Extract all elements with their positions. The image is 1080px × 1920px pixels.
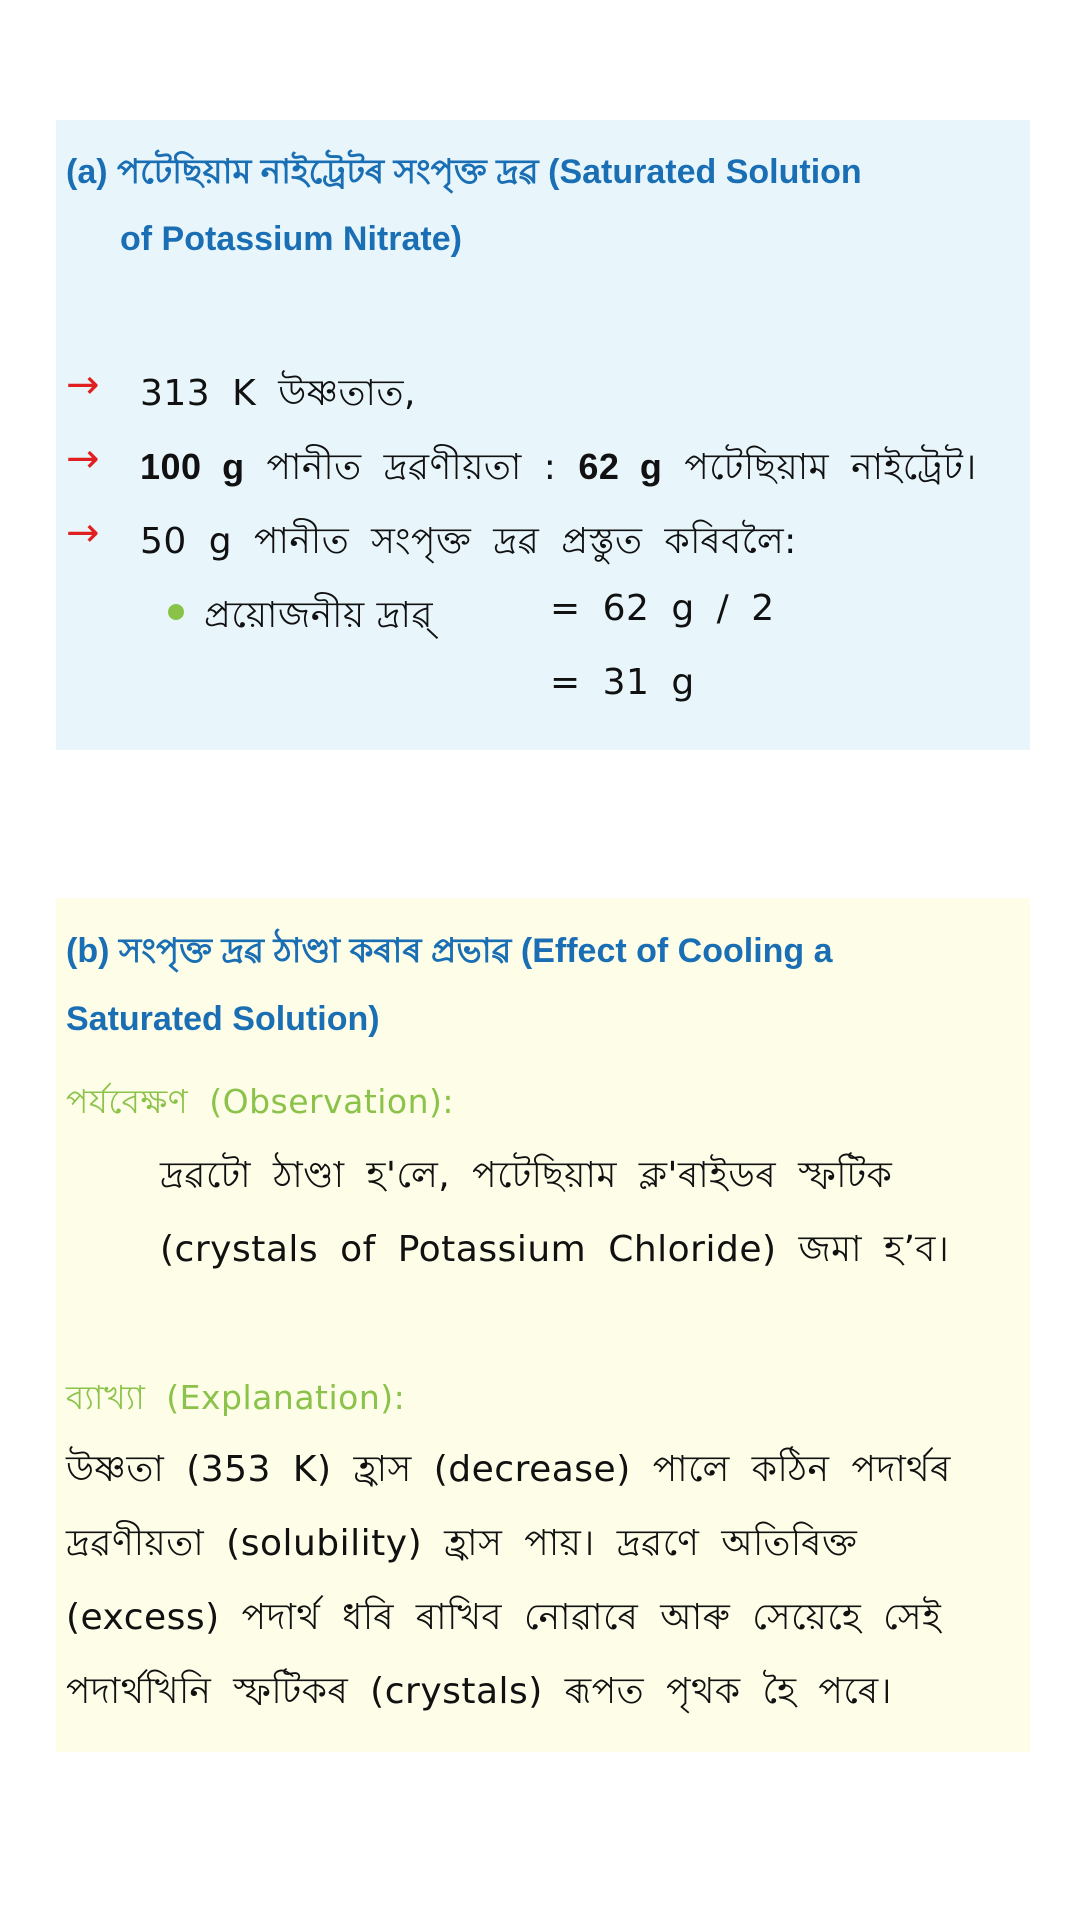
section-a-panel	[56, 120, 1030, 750]
explanation-line-2: দ্ৰৱণীয়তা (solubility) হ্ৰাস পায়। দ্ৰৱণে অতিৰিক্ত	[66, 1523, 858, 1564]
solubility-item	[140, 440, 977, 500]
calc-line-1: = 62 g / 2	[550, 588, 775, 629]
explanation-line-4: পদাৰ্থখিনি স্ফটিকৰ (crystals) ৰূপত পৃথক হৈ পৰে।	[66, 1671, 892, 1712]
solubility-text: পানীত দ্ৰৱণীয়তা :	[266, 447, 557, 488]
solute-name: পটেছিয়াম নাইট্ৰেট।	[684, 447, 977, 488]
water-mass: 100 g	[140, 446, 245, 487]
section-b-heading-line1: (b) সংপৃক্ত দ্ৰৱ ঠাণ্ডা কৰাৰ প্ৰভাৱ (Effect of Cooling a	[66, 932, 833, 970]
section-b-heading-line2: Saturated Solution)	[66, 1000, 380, 1038]
explanation-line-3: (excess) পদাৰ্থ ধৰি ৰাখিব নোৱাৰে আৰু সেয়েহে সেই	[66, 1597, 942, 1638]
required-label: প্ৰয়োজনীয় দ্ৰাৱ্	[204, 595, 434, 636]
observation-line-2: (crystals of Potassium Chloride) জমা হ’ব।	[160, 1229, 950, 1270]
temperature-item: 313 K উষ্ণতাত,	[140, 373, 416, 414]
section-a-heading-line1: (a) পটেছিয়াম নাইট্ৰেটৰ সংপৃক্ত দ্ৰৱ (Saturated Solution	[66, 153, 862, 191]
calc-line-2: = 31 g	[550, 662, 695, 703]
explanation-line-1: উষ্ণতা (353 K) হ্ৰাস (decrease) পালে কঠিন পদাৰ্থৰ	[66, 1449, 951, 1490]
explanation-label: ব্যাখ্যা (Explanation):	[66, 1378, 406, 1417]
preparation-item: 50 g পানীত সংপৃক্ত দ্ৰৱ প্ৰস্তুত কৰিবলৈ:	[140, 521, 797, 562]
solute-mass: 62 g	[578, 446, 663, 487]
observation-line-1: দ্ৰৱটো ঠাণ্ডা হ'লে, পটেছিয়াম ক্ল'ৰাইডৰ স্ফটিক	[160, 1155, 893, 1196]
observation-label: পৰ্যবেক্ষণ (Observation):	[66, 1082, 455, 1121]
section-a-heading-line2: of Potassium Nitrate)	[120, 220, 462, 258]
arrow-icon: →	[66, 436, 100, 482]
arrow-icon: →	[66, 362, 100, 408]
arrow-icon: →	[66, 510, 100, 556]
bullet-icon	[168, 604, 184, 620]
